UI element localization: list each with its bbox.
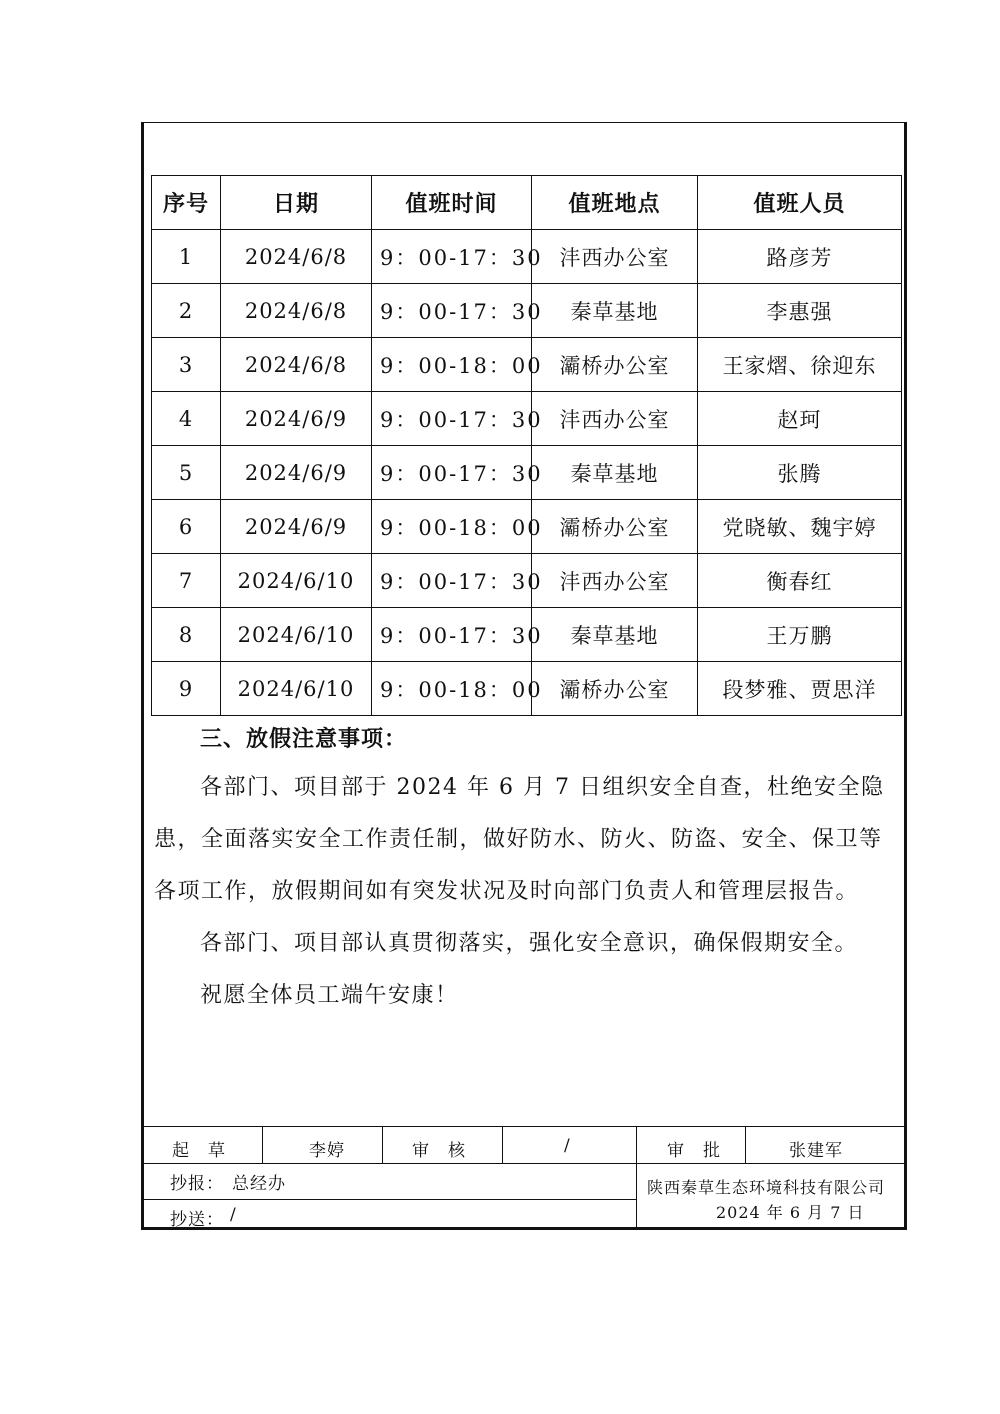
table-row bbox=[152, 284, 902, 338]
row-index: 1 bbox=[152, 230, 221, 284]
row-duty-time: 9：00-17：30 bbox=[372, 446, 532, 500]
row-duty-location: 秦草基地 bbox=[532, 608, 698, 662]
row-date: 2024/6/10 bbox=[221, 662, 372, 716]
row-date: 2024/6/9 bbox=[221, 500, 372, 554]
row-duty-location: 沣西办公室 bbox=[532, 230, 698, 284]
divider bbox=[745, 1127, 746, 1163]
row-index: 9 bbox=[152, 662, 221, 716]
header-date: 日期 bbox=[221, 176, 372, 230]
row-index: 7 bbox=[152, 554, 221, 608]
row-duty-location: 沣西办公室 bbox=[532, 554, 698, 608]
row-duty-location: 灞桥办公室 bbox=[532, 338, 698, 392]
row-duty-staff: 赵珂 bbox=[698, 392, 902, 446]
row-index: 3 bbox=[152, 338, 221, 392]
notice-paragraph-2: 各部门、项目部认真贯彻落实，强化安全意识，确保假期安全。 bbox=[200, 931, 859, 956]
divider bbox=[262, 1127, 263, 1163]
issue-date: 2024 年 6 月 7 日 bbox=[716, 1203, 865, 1222]
table-row bbox=[152, 500, 902, 554]
row-duty-staff: 段梦雅、贾思洋 bbox=[698, 662, 902, 716]
row-duty-location: 灞桥办公室 bbox=[532, 500, 698, 554]
notice-paragraph-3: 祝愿全体员工端午安康！ bbox=[200, 983, 459, 1008]
signoff-block bbox=[144, 1126, 904, 1228]
row-duty-staff: 王家熠、徐迎东 bbox=[698, 338, 902, 392]
row-duty-time: 9：00-18：00 bbox=[372, 338, 532, 392]
header-duty-location: 值班地点 bbox=[532, 176, 698, 230]
divider bbox=[502, 1127, 503, 1163]
draft-label: 起 草 bbox=[172, 1141, 226, 1161]
row-date: 2024/6/8 bbox=[221, 230, 372, 284]
row-duty-time: 9：00-17：30 bbox=[372, 554, 532, 608]
row-index: 6 bbox=[152, 500, 221, 554]
row-duty-location: 秦草基地 bbox=[532, 284, 698, 338]
row-date: 2024/6/10 bbox=[221, 554, 372, 608]
row-index: 4 bbox=[152, 392, 221, 446]
approve-label: 审 批 bbox=[667, 1141, 721, 1161]
header-duty-staff: 值班人员 bbox=[698, 176, 902, 230]
table-row bbox=[152, 392, 902, 446]
row-duty-location: 沣西办公室 bbox=[532, 392, 698, 446]
table-row bbox=[152, 338, 902, 392]
table-header-row bbox=[152, 176, 902, 230]
row-duty-time: 9：00-17：30 bbox=[372, 392, 532, 446]
row-duty-staff: 党晓敏、魏宇婷 bbox=[698, 500, 902, 554]
row-duty-location: 秦草基地 bbox=[532, 446, 698, 500]
row-duty-time: 9：00-17：30 bbox=[372, 230, 532, 284]
table-row bbox=[152, 230, 902, 284]
divider bbox=[144, 1163, 904, 1164]
row-index: 5 bbox=[152, 446, 221, 500]
notice-paragraph-1: 各部门、项目部于 2024 年 6 月 7 日组织安全自查，杜绝安全隐患，全面落实安全工作责任制，做好防水、防火、防盗、安全、保卫等各项工作，放假期间如有突发状况及时向部门负责人和管理层报告。 bbox=[154, 775, 885, 904]
table-row bbox=[152, 608, 902, 662]
row-date: 2024/6/8 bbox=[221, 338, 372, 392]
table-row bbox=[152, 662, 902, 716]
row-duty-time: 9：00-18：00 bbox=[372, 662, 532, 716]
row-duty-time: 9：00-17：30 bbox=[372, 284, 532, 338]
send-value: / bbox=[230, 1205, 237, 1225]
row-duty-staff: 张腾 bbox=[698, 446, 902, 500]
divider bbox=[144, 1199, 636, 1200]
row-date: 2024/6/9 bbox=[221, 446, 372, 500]
row-date: 2024/6/10 bbox=[221, 608, 372, 662]
row-duty-time: 9：00-18：00 bbox=[372, 500, 532, 554]
duty-schedule-table bbox=[151, 175, 902, 716]
report-value: 总经办 bbox=[232, 1174, 286, 1194]
draft-value: 李婷 bbox=[309, 1141, 345, 1161]
table-row bbox=[152, 554, 902, 608]
row-date: 2024/6/9 bbox=[221, 392, 372, 446]
row-index: 2 bbox=[152, 284, 221, 338]
row-duty-staff: 衡春红 bbox=[698, 554, 902, 608]
review-label: 审 核 bbox=[412, 1141, 466, 1161]
approve-value: 张建军 bbox=[789, 1141, 843, 1161]
review-value: / bbox=[564, 1136, 571, 1156]
row-date: 2024/6/8 bbox=[221, 284, 372, 338]
header-duty-time: 值班时间 bbox=[372, 176, 532, 230]
row-duty-staff: 王万鹏 bbox=[698, 608, 902, 662]
report-label: 抄报： bbox=[170, 1174, 224, 1194]
row-duty-staff: 路彦芳 bbox=[698, 230, 902, 284]
company-name: 陕西秦草生态环境科技有限公司 bbox=[647, 1178, 886, 1197]
row-index: 8 bbox=[152, 608, 221, 662]
header-index: 序号 bbox=[152, 176, 221, 230]
row-duty-location: 灞桥办公室 bbox=[532, 662, 698, 716]
divider bbox=[636, 1127, 637, 1228]
row-duty-time: 9：00-17：30 bbox=[372, 608, 532, 662]
send-label: 抄送： bbox=[170, 1210, 224, 1230]
section-heading: 三、放假注意事项： bbox=[200, 727, 408, 752]
divider bbox=[382, 1127, 383, 1163]
row-duty-staff: 李惠强 bbox=[698, 284, 902, 338]
table-row bbox=[152, 446, 902, 500]
